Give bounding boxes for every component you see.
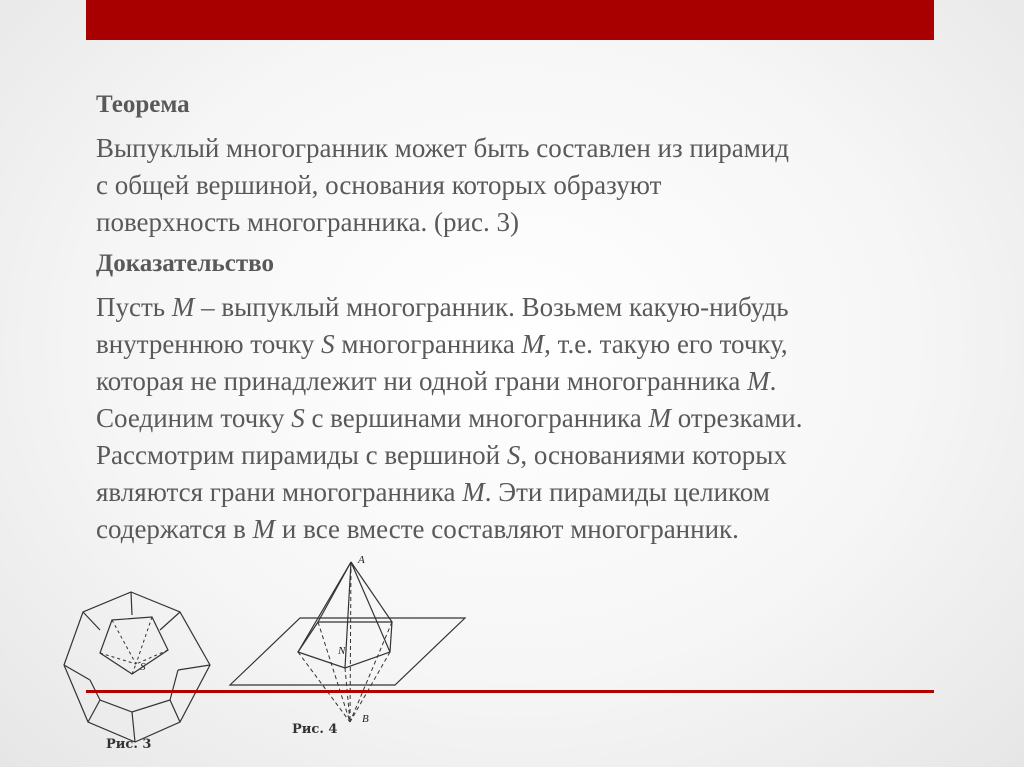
- dodecahedron-figure: [64, 592, 210, 742]
- fig4-caption: Рис. 4: [292, 722, 338, 737]
- fig4-apex-label: A: [358, 554, 365, 566]
- proof-line: являются грани многогранника M. Эти пирамиды целиком: [96, 477, 770, 507]
- fig4-bottom-label: B: [362, 713, 369, 725]
- proof-line: Рассмотрим пирамиды с вершиной S, основаниями которых: [96, 440, 787, 470]
- theorem-line: поверхность многогранника. (рис. 3): [96, 207, 519, 237]
- fig3-point-label: S: [140, 661, 146, 673]
- proof-line: содержатся в M и все вместе составляют многогранник.: [96, 514, 739, 544]
- fig3-caption: Рис. 3: [106, 737, 152, 752]
- proof-line: внутреннюю точку S многогранника M, т.е. такую его точку,: [96, 329, 788, 359]
- bottom-accent-line: [86, 690, 934, 693]
- proof-line: Соединим точку S с вершинами многогранника M отрезками.: [96, 403, 803, 433]
- proof-heading: Доказательство: [96, 250, 274, 277]
- theorem-line: с общей вершиной, основания которых образуют: [96, 170, 662, 200]
- theorem-heading: Теорема: [96, 91, 190, 118]
- pyramid-figure: [230, 562, 465, 722]
- proof-line: Пусть M – выпуклый многогранник. Возьмем какую-нибудь: [96, 292, 789, 322]
- fig4-center-label: N: [338, 645, 346, 657]
- theorem-line: Выпуклый многогранник может быть составлен из пирамид: [96, 133, 790, 163]
- proof-line: которая не принадлежит ни одной грани многогранника M.: [96, 366, 777, 396]
